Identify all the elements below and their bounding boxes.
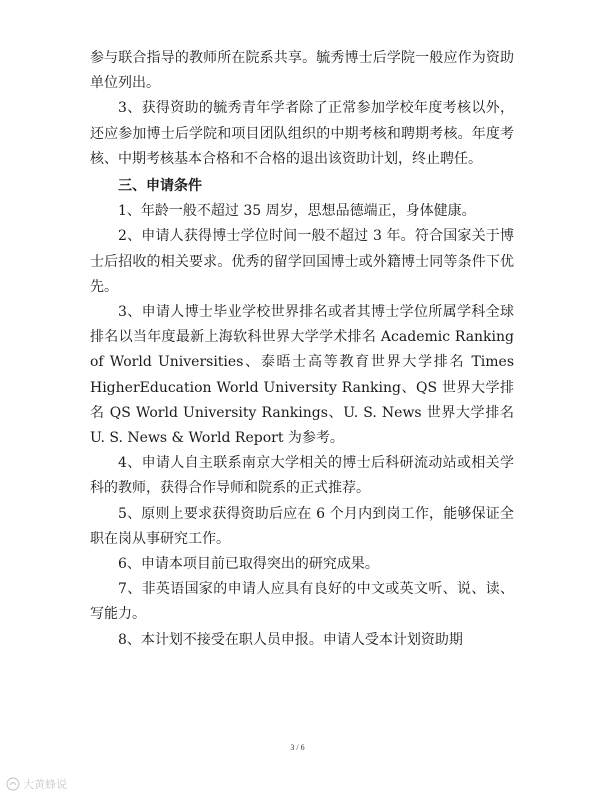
watermark-text: 大黄蜂说 — [23, 778, 67, 791]
condition-item-5: 5、原则上要求获得资助后应在 6 个月内到岗工作，能够保证全职在岗从事研究工作。 — [90, 505, 514, 547]
condition-item-3: 3、申请人博士毕业学校世界排名或者其博士学位所属学科全球排名以当年度最新上海软科世界大学学术排名 Academic Ranking of World Universities、泰晤士高等教育世界大学排名 Times HigherEducation World University Ranking、QS 世界大学排名 QS World University Rankings、U. S. News 世界大学排名 U. S. News & World Report 为参考。 — [90, 304, 514, 447]
paragraph-continuation: 参与联合指导的教师所在院系共享。毓秀博士后学院一般应作为资助单位列出。 — [90, 50, 514, 92]
watermark — [6, 776, 67, 792]
condition-item-2: 2、申请人获得博士学位时间一般不超过 3 年。符合国家关于博士后招收的相关要求。优秀的留学回国博士或外籍博士同等条件下优先。 — [90, 228, 514, 295]
condition-item-8: 8、本计划不接受在职人员申报。申请人受本计划资助期 — [118, 631, 463, 648]
condition-item-6: 6、申请本项目前已取得突出的研究成果。 — [118, 556, 379, 573]
watermark-logo-icon — [6, 777, 20, 791]
section-heading: 三、申请条件 — [118, 178, 202, 195]
page-number: 3 / 6 — [290, 743, 305, 752]
condition-item-7: 7、非英语国家的申请人应具有良好的中文或英文听、说、读、写能力。 — [90, 581, 514, 623]
paragraph-item-3: 3、获得资助的毓秀青年学者除了正常参加学校年度考核以外，还应参加博士后学院和项目团队组织的中期考核和聘期考核。年度考核、中期考核基本合格和不合格的退出该资助计划，终止聘任。 — [90, 100, 514, 167]
condition-item-1: 1、年龄一般不超过 35 周岁，思想品德端正，身体健康。 — [118, 203, 476, 220]
condition-item-4: 4、申请人自主联系南京大学相关的博士后科研流动站或相关学科的教师，获得合作导师和院系的正式推荐。 — [90, 455, 514, 497]
document-page — [90, 46, 514, 653]
